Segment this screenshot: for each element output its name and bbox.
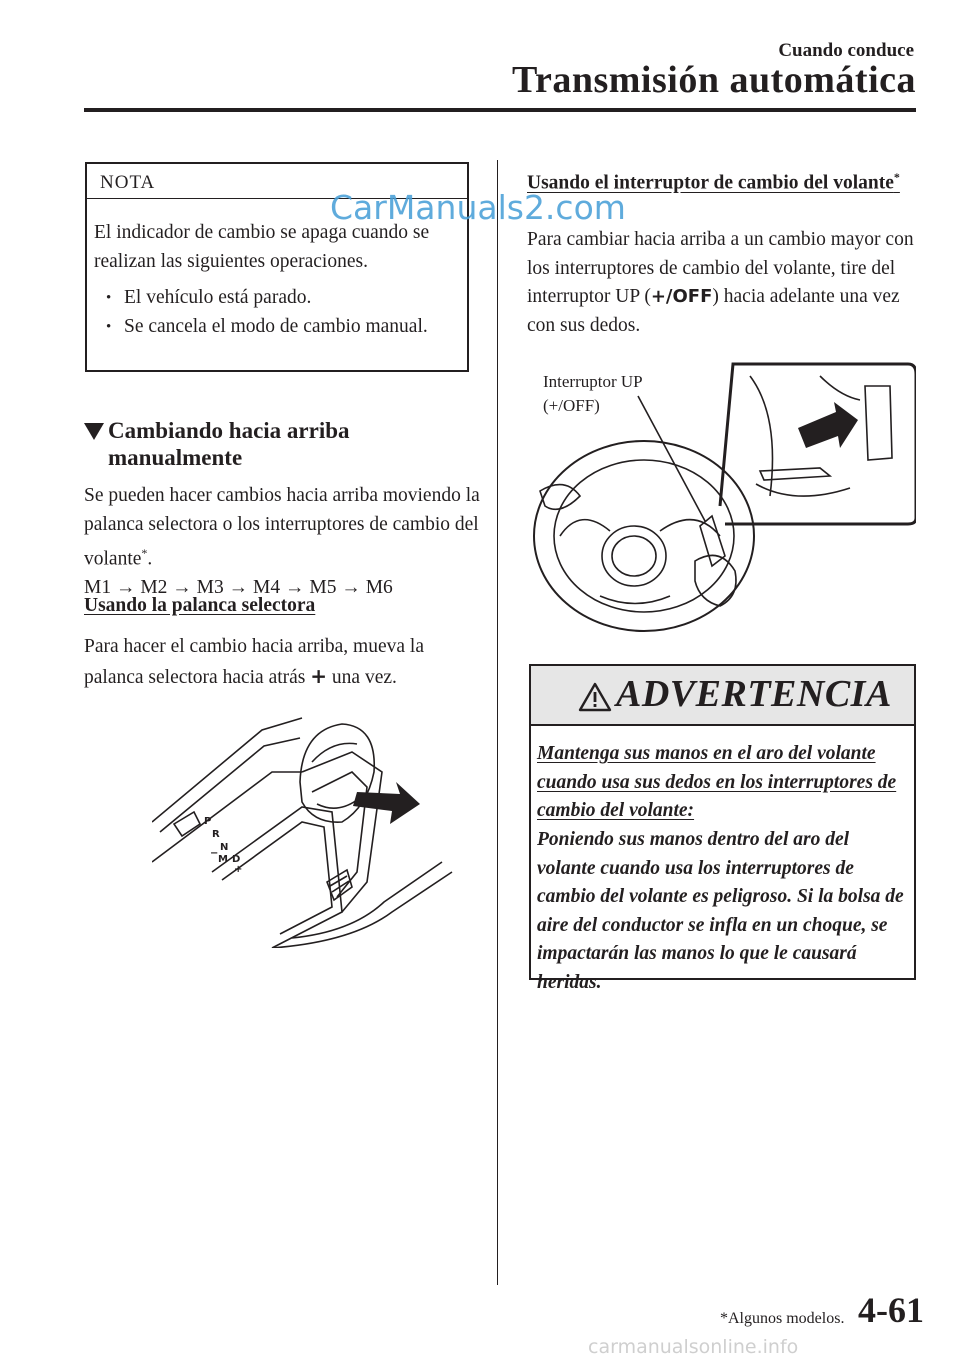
- lever-text-end: una vez.: [331, 666, 397, 688]
- warning-triangle-icon: [578, 681, 612, 713]
- gear-sequence: M1 → M2 → M3 → M4 → M5 → M6: [84, 577, 393, 598]
- note-bullet: • El vehículo está parado.: [94, 284, 462, 313]
- paddle-paragraph: [527, 226, 917, 340]
- triangle-bullet-icon: [84, 423, 104, 440]
- note-title: NOTA: [100, 172, 156, 193]
- up-off-badge: +/OFF: [650, 286, 713, 307]
- note-bullet: • Se cancela el modo de cambio manual.: [94, 313, 462, 342]
- note-text: El indicador de cambio se apaga cuando se realizan las siguientes operaciones.: [94, 222, 430, 272]
- section-heading-text: Cambiando hacia arriba manualmente: [108, 418, 350, 470]
- watermark-bottom: carmanualsonline.info: [588, 1336, 799, 1358]
- page-number: 4-61: [858, 1290, 924, 1330]
- footnote: *Algunos modelos.: [720, 1310, 845, 1327]
- note-bullet-list: [94, 284, 462, 341]
- shift-lever-illustration: [152, 712, 464, 948]
- gate-label-plus: +: [234, 864, 243, 875]
- footnote-asterisk: *: [893, 170, 900, 184]
- watermark-top: CarManuals2.com: [330, 188, 626, 227]
- gate-label-minus: −: [210, 848, 219, 859]
- wheel-callout-label: [543, 370, 643, 418]
- subheading-paddle-text: Usando el interruptor de cambio del volante: [527, 172, 894, 194]
- gate-label-n: N: [220, 842, 229, 853]
- lever-paragraph: [84, 633, 484, 692]
- section-heading: [84, 417, 484, 471]
- footnote-asterisk: *: [141, 546, 148, 560]
- warning-underlined-text: Mantenga sus manos en el aro del volante cuando usa sus dedos en los interruptores de cambio del volante:: [537, 743, 897, 821]
- subheading-lever: Usando la palanca selectora: [84, 595, 316, 616]
- gate-label-d: D: [232, 854, 241, 865]
- plus-icon: +: [310, 663, 328, 688]
- paddle-text: Para cambiar hacia arriba a un cambio mayor con los interruptores de cambio del volante, tire del interruptor UP (: [527, 229, 914, 307]
- page-title: Transmisión automática: [511, 59, 916, 101]
- gate-label-p: P: [204, 816, 212, 827]
- header-section: Cuando conduce: [778, 40, 914, 61]
- wheel-label-line1: Interruptor UP: [543, 372, 643, 391]
- gate-label-r: R: [212, 829, 220, 840]
- gate-label-m: M: [218, 854, 228, 865]
- wheel-label-line2: (+/OFF): [543, 396, 600, 415]
- warning-divider: [529, 724, 916, 726]
- warning-text: Poniendo sus manos dentro del aro del volante cuando usa los interruptores de cambio del volante es peligroso. Si la bolsa de aire del conductor se infla en un choque, se impactarán las manos lo que le causará heridas.: [537, 829, 904, 993]
- intro-paragraph: [84, 482, 484, 603]
- intro-end: .: [147, 548, 153, 570]
- header-rule: [84, 108, 916, 112]
- lever-text: Para hacer el cambio hacia arriba, mueva la palanca selectora hacia atrás: [84, 636, 424, 688]
- paddle-text-end: ) hacia adelante una vez con sus dedos.: [527, 286, 900, 336]
- warning-title: ADVERTENCIA: [616, 673, 892, 715]
- column-divider: [497, 160, 498, 1285]
- intro-text: Se pueden hacer cambios hacia arriba moviendo la palanca selectora o los interruptores de cambio del volante: [84, 485, 480, 570]
